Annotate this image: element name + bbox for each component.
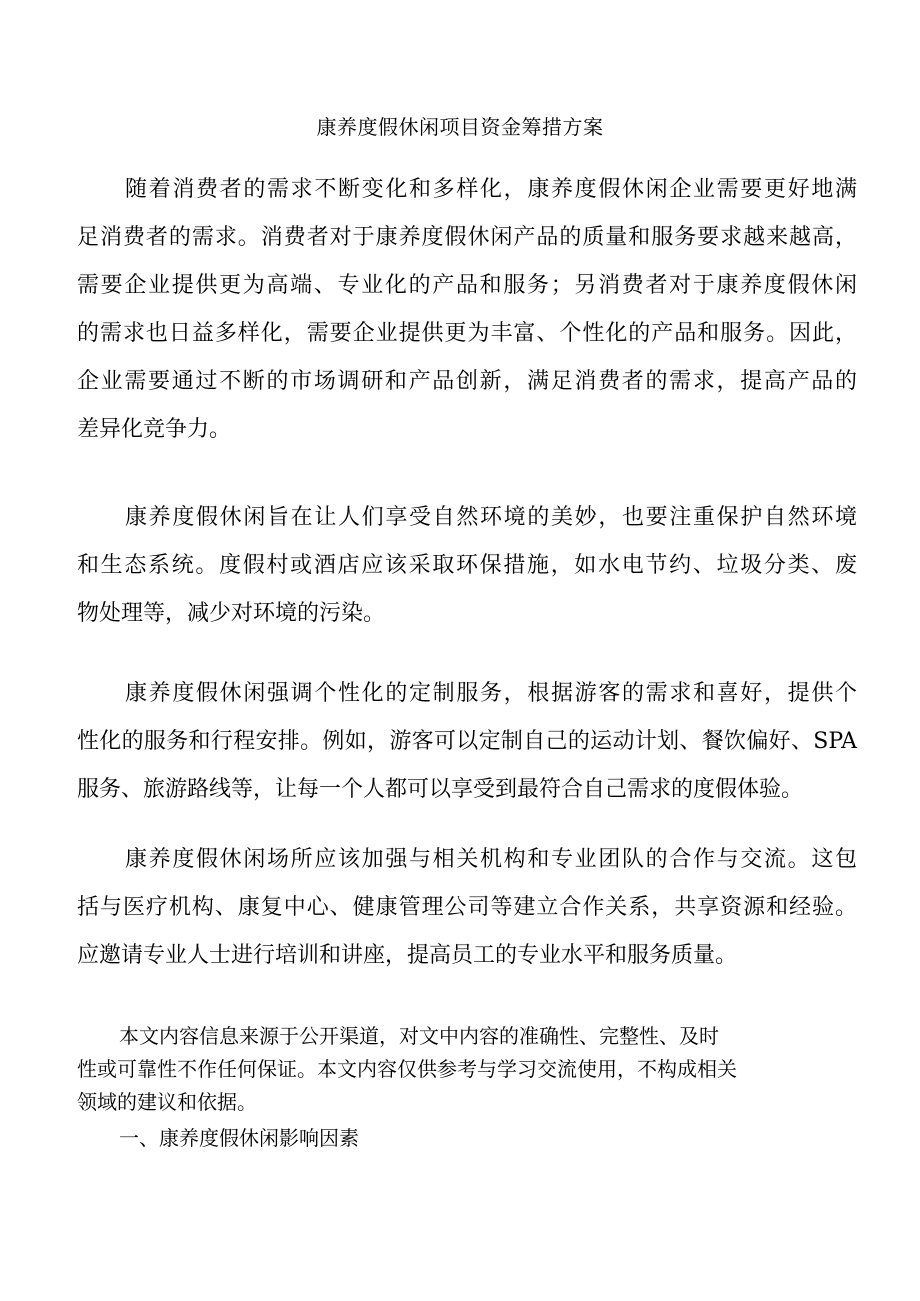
disclaimer-line: 领域的建议和依据。 (77, 1090, 257, 1114)
paragraph-line: 差异化竞争力。 (77, 417, 232, 442)
paragraph-line: 物处理等，减少对环境的污染。 (77, 601, 386, 626)
disclaimer (77, 1020, 857, 1119)
paragraph-line: 括与医疗机构、康复中心、健康管理公司等建立合作关系，共享资源和经验。 (77, 895, 857, 920)
paragraph-line: 应邀请专业人士进行培训和讲座，提高员工的专业水平和服务质量。 (77, 943, 738, 968)
paragraph-line: 服务、旅游路线等，让每一个人都可以享受到最符合自己需求的度假体验。 (77, 777, 804, 802)
paragraph-customization (77, 670, 857, 814)
paragraph-environment (77, 494, 857, 638)
paragraph-line: 康养度假休闲旨在让人们享受自然环境的美妙，也要注重保护自然环境 (125, 505, 857, 530)
paragraph-line: 性化的服务和行程安排。例如，游客可以定制自己的运动计划、餐饮偏好、SPA (77, 729, 857, 754)
paragraph-line: 企业需要通过不断的市场调研和产品创新，满足消费者的需求，提高产品的 (77, 369, 857, 394)
paragraph-line: 随着消费者的需求不断变化和多样化，康养度假休闲企业需要更好地满 (125, 177, 857, 202)
paragraph-line: 的需求也日益多样化，需要企业提供更为丰富、个性化的产品和服务。因此， (77, 321, 857, 346)
paragraph-line: 需要企业提供更为高端、专业化的产品和服务；另消费者对于康养度假休闲 (77, 273, 857, 298)
section-heading: 一、康养度假休闲影响因素 (119, 1126, 359, 1150)
paragraph-consumer-demand (77, 166, 857, 454)
paragraph-line: 康养度假休闲场所应该加强与相关机构和专业团队的合作与交流。这包 (125, 847, 857, 872)
paragraph-line: 和生态系统。度假村或酒店应该采取环保措施，如水电节约、垃圾分类、废 (77, 553, 857, 578)
document-title: 康养度假休闲项目资金筹措方案 (316, 115, 604, 139)
paragraph-line: 康养度假休闲强调个性化的定制服务，根据游客的需求和喜好，提供个 (125, 681, 857, 706)
paragraph-cooperation (77, 836, 857, 980)
disclaimer-line: 性或可靠性不作任何保证。本文内容仅供参考与学习交流使用，不构成相关 (77, 1057, 737, 1081)
disclaimer-line: 本文内容信息来源于公开渠道，对文中内容的准确性、完整性、及时 (119, 1024, 719, 1048)
paragraph-line: 足消费者的需求。消费者对于康养度假休闲产品的质量和服务要求越来越高， (77, 225, 857, 250)
